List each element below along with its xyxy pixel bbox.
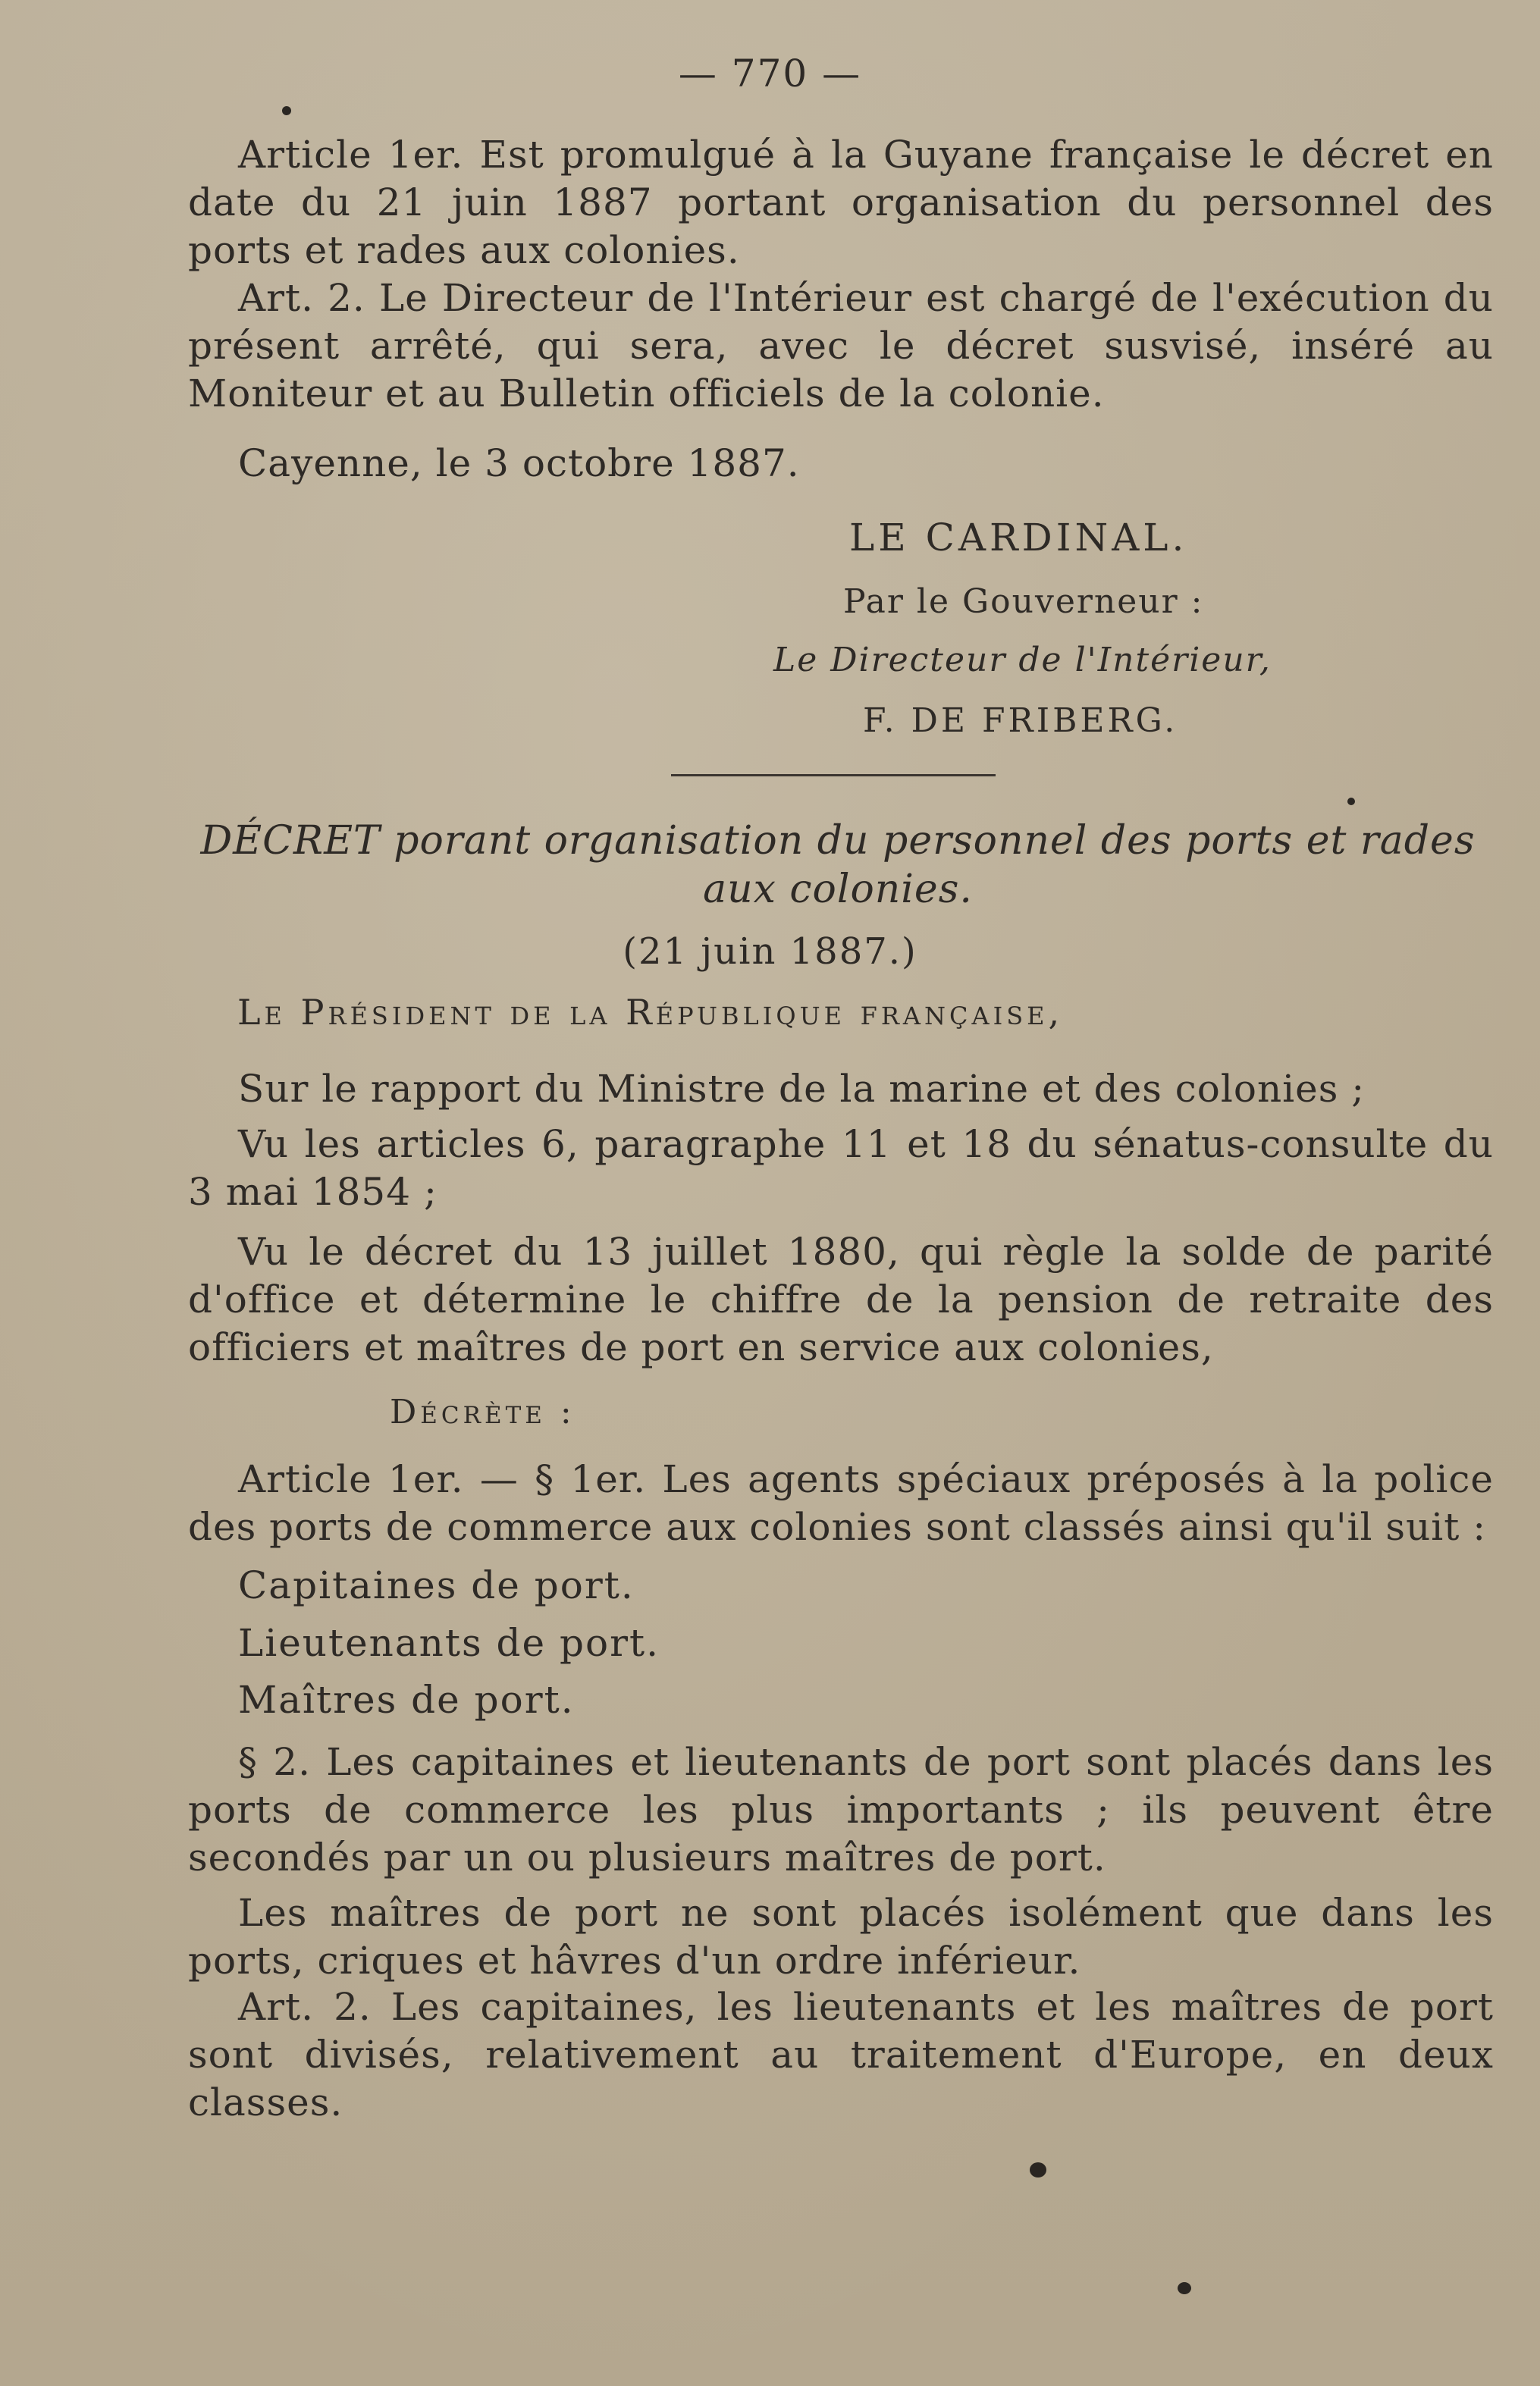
ink-speck — [282, 106, 291, 115]
section-divider — [671, 774, 996, 776]
decree-paragraph-2: § 2. Les capitaines et lieutenants de port sont placés dans les ports de commerce les plus importants ; ils peuvent être secondés par un ou plusieurs maîtres de port. — [188, 1740, 1494, 1880]
signature-signer: F. DE FRIBERG. — [863, 701, 1178, 740]
decree-paragraph-3: Les maîtres de port ne sont placés isolément que dans les ports, criques et hâvres d'un ordre inférieur. — [188, 1891, 1494, 1983]
article-1-promulgation: Article 1er. Est promulgué à la Guyane française le décret en date du 21 juin 1887 portant organisation du personnel des ports et rades aux colonies. — [188, 133, 1494, 272]
ink-speck — [1030, 2162, 1046, 2177]
consideration-decree-1880: Vu le décret du 13 juillet 1880, qui règle la solde de parité d'office et détermine le chiffre de la pension de retraite des officiers et maîtres de port en service aux colonies, — [188, 1230, 1494, 1369]
ink-speck — [1178, 2282, 1191, 2294]
decree-title: DÉCRET porant organisation du personnel des ports et rades aux colonies. — [200, 818, 1476, 912]
decree-date: (21 juin 1887.) — [623, 930, 917, 973]
signature-director-title: Le Directeur de l'Intérieur, — [773, 641, 1272, 679]
ink-speck — [1347, 798, 1355, 805]
consideration-report: Sur le rapport du Ministre de la marine et des colonies ; — [238, 1067, 1366, 1111]
decrete-heading: Décrète : — [390, 1393, 576, 1431]
page-number: — 770 — — [678, 52, 862, 96]
article-2-execution: Art. 2. Le Directeur de l'Intérieur est chargé de l'exécution du présent arrêté, qui sera, avec le décret susvisé, inséré au Moniteur et au Bulletin officiels de la colonie. — [188, 276, 1494, 415]
place-date: Cayenne, le 3 octobre 1887. — [238, 441, 800, 485]
decree-article-2: Art. 2. Les capitaines, les lieutenants et les maîtres de port sont divisés, relativement au traitement d'Europe, en deux classes. — [188, 1985, 1494, 2124]
decree-article-1: Article 1er. — § 1er. Les agents spéciaux préposés à la police des ports de commerce aux colonies sont classés ainsi qu'il suit : — [188, 1457, 1494, 1549]
consideration-senatus: Vu les articles 6, paragraphe 11 et 18 du sénatus-consulte du 3 mai 1854 ; — [188, 1122, 1494, 1214]
signature-name: LE CARDINAL. — [849, 516, 1188, 560]
rank-lieutenants: Lieutenants de port. — [238, 1621, 660, 1665]
rank-masters: Maîtres de port. — [238, 1678, 575, 1722]
rank-captains: Capitaines de port. — [238, 1563, 635, 1607]
signature-by-governor: Par le Gouverneur : — [843, 582, 1204, 621]
president-heading: Le Président de la République française, — [237, 992, 1064, 1033]
